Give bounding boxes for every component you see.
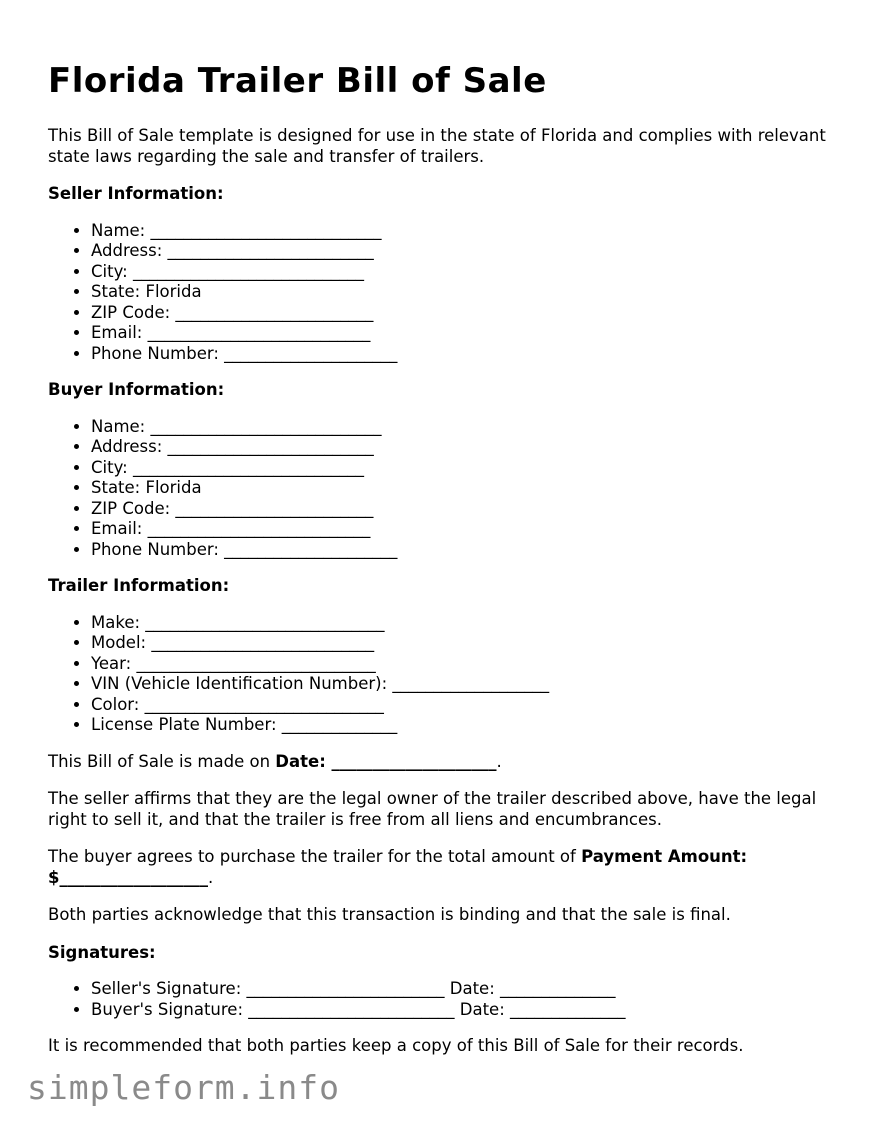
trailer-year-field: • Year: _____________________________	[91, 654, 838, 675]
seller-zip-field: • ZIP Code: ________________________	[91, 303, 838, 324]
seller-address-field: • Address: _________________________	[91, 241, 838, 262]
payment-suffix: .	[207, 867, 214, 887]
buyer-phone-field: • Phone Number: _____________________	[91, 540, 838, 561]
buyer-section-heading: Buyer Information:	[48, 380, 225, 399]
signatures-list	[48, 979, 838, 1020]
sale-date-paragraph	[48, 752, 838, 773]
seller-affirmation-paragraph: The seller affirms that they are the legal owner of the trailer described above, have the legal right to sell it, and that the trailer is free from all liens and encumbrances.	[48, 789, 817, 829]
buyer-state-field: • State: Florida	[91, 478, 838, 499]
intro-paragraph: This Bill of Sale template is designed for use in the state of Florida and complies with relevant state laws regarding the sale and transfer of trailers.	[48, 126, 826, 166]
trailer-color-field: • Color: _____________________________	[91, 695, 838, 716]
buyer-email-field: • Email: ___________________________	[91, 519, 838, 540]
watermark-logo: simpleform.info	[27, 1068, 341, 1107]
buyer-name-field: • Name: ____________________________	[91, 417, 838, 438]
payment-amount-field: Payment Amount: $__________________	[48, 847, 748, 887]
sale-date-field: Date: ____________________	[275, 751, 497, 771]
buyer-zip-field: • ZIP Code: ________________________	[91, 499, 838, 520]
binding-paragraph: Both parties acknowledge that this transaction is binding and that the sale is final.	[48, 905, 731, 924]
buyer-address-field: • Address: _________________________	[91, 437, 838, 458]
seller-phone-field: • Phone Number: _____________________	[91, 344, 838, 365]
buyer-signature-line: • Buyer's Signature: _________________________ Date: ______________	[91, 1000, 838, 1021]
seller-email-field: • Email: ___________________________	[91, 323, 838, 344]
trailer-info-list	[48, 613, 838, 736]
payment-prefix: The buyer agrees to purchase the trailer for the total amount of	[48, 847, 582, 866]
page-title: Florida Trailer Bill of Sale	[48, 61, 547, 101]
trailer-vin-field: • VIN (Vehicle Identification Number): ___________________	[91, 674, 838, 695]
seller-info-list	[48, 221, 838, 365]
trailer-section-heading: Trailer Information:	[48, 576, 230, 595]
document-page	[48, 58, 838, 1074]
buyer-info-list	[48, 417, 838, 561]
payment-paragraph	[48, 847, 838, 888]
seller-state-field: • State: Florida	[91, 282, 838, 303]
buyer-city-field: • City: ____________________________	[91, 458, 838, 479]
signatures-section-heading: Signatures:	[48, 942, 156, 962]
trailer-model-field: • Model: ___________________________	[91, 633, 838, 654]
recommendation-paragraph: It is recommended that both parties keep a copy of this Bill of Sale for their records.	[48, 1036, 744, 1055]
seller-section-heading: Seller Information:	[48, 184, 224, 203]
seller-city-field: • City: ____________________________	[91, 262, 838, 283]
trailer-make-field: • Make: _____________________________	[91, 613, 838, 634]
sale-date-suffix: .	[496, 751, 502, 771]
sale-date-prefix: This Bill of Sale is made on	[48, 751, 276, 771]
seller-signature-line: • Seller's Signature: ________________________ Date: ______________	[91, 979, 838, 1000]
seller-name-field: • Name: ____________________________	[91, 221, 838, 242]
trailer-plate-field: • License Plate Number: ______________	[91, 715, 838, 736]
